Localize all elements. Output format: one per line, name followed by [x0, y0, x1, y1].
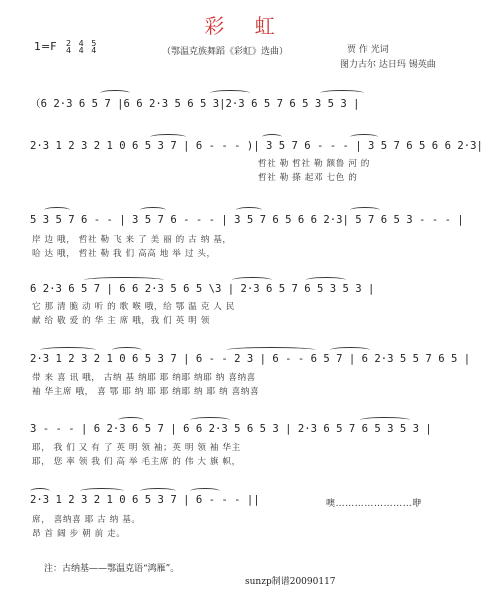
score-line-1: （6 2·3 6 5 7 |6 6 2·3 5 6 5 3|2·3 6 5 7 6 5 3 5 3 | — [30, 98, 360, 110]
lyric-3a: 岸 边 哦， 哲社 勒 飞 来 了 美 丽 的 古 纳 基， — [32, 235, 232, 245]
slur-arc — [350, 207, 380, 213]
lyric-5b: 袖 华主席 哦， 喜 鄂 耶 纳 耶 耶 纳耶 纳 耶 纳 喜纳喜 — [32, 387, 260, 397]
score-line-4: 6 2·3 6 5 7 | 6 6 2·3 5 6 5 \3 | 2·3 6 5 7 6 5 3 5 3 | — [30, 283, 375, 295]
slur-arc — [140, 207, 166, 213]
lyric-4b: 献 给 敬 爱 的 华 主 席 哦，我 们 英 明 领 — [32, 316, 210, 326]
slur-arc — [190, 417, 230, 423]
slur-arc — [360, 417, 410, 423]
score-line-7: 2·3 1 2 3 2 1 0 6 5 3 7 | 6 - - - || — [30, 494, 260, 506]
lyricist: 贾 作 光词 — [347, 45, 389, 55]
slur-arc — [190, 488, 220, 494]
slur-arc — [330, 347, 370, 353]
ending-text: 噢……………………咿 — [326, 499, 423, 509]
lyric-7b: 昂 首 阔 步 朝 前 走。 — [32, 529, 126, 539]
slur-arc — [118, 417, 144, 423]
slur-arc — [40, 347, 96, 353]
lyric-6b: 耶， 您 率 领 我 们 高 举 毛主席 的 伟 大 旗 帜， — [32, 457, 241, 467]
lyric-2a: 哲社 勒 哲社 勒 额鲁 河 的 — [258, 159, 370, 169]
slur-arc — [236, 207, 262, 213]
composer: 图力古尔 达日玛 锡英曲 — [340, 60, 436, 70]
footnote: 注：古纳基——鄂温克语“鸿雁”。 — [44, 564, 180, 574]
lyric-6a: 耶， 我 们 又 有 了 英 明 领 袖；英 明 领 袖 华主 — [32, 443, 241, 453]
slur-arc — [140, 488, 176, 494]
slur-arc — [232, 277, 272, 283]
lyric-5a: 带 来 喜 讯 哦， 古纳 基 纳耶 耶 纳耶 纳耶 纳 喜纳喜 — [32, 373, 256, 383]
key-signature — [34, 40, 96, 54]
slur-arc — [150, 134, 186, 140]
time-sig-2: 4 4 — [78, 39, 84, 55]
score-line-5: 2·3 1 2 3 2 1 0 6 5 3 7 | 6 - - 2 3 | 6 - - 6 5 7 | 6 2·3 5 5 7 6 5 | — [30, 353, 471, 365]
lyric-3b: 哈 达 哦， 哲社 勒 我 们 高高 地 举 过 头， — [32, 249, 216, 259]
lyric-2b: 哲社 勒 搽 起邓 七色 的 — [258, 173, 358, 183]
score-line-2: 2·3 1 2 3 2 1 0 6 5 3 7 | 6 - - - )| 3 5 7 6 - - - | 3 5 7 6 5 6 6 2·3| — [30, 140, 483, 152]
slur-arc — [44, 207, 70, 213]
slur-arc — [100, 90, 130, 96]
lyric-7a: 席， 喜纳喜 耶 古 纳 基。 — [32, 515, 141, 525]
slur-arc — [210, 90, 250, 96]
score-line-6: 3 - - - | 6 2·3 6 5 7 | 6 6 2·3 5 6 5 3 | 2·3 6 5 7 6 5 3 5 3 | — [30, 423, 432, 435]
time-sig-1: 2 4 — [66, 39, 72, 55]
page-title: 彩 虹 — [204, 14, 287, 38]
score-line-3: 5 3 5 7 6 - - | 3 5 7 6 - - - | 3 5 7 6 5 6 6 2·3| 5 7 6 5 3 - - - | — [30, 214, 464, 226]
slur-arc — [226, 347, 316, 353]
signature: sunzp制谱20090117 — [245, 577, 336, 587]
key-label: 1=F — [34, 40, 57, 53]
slur-arc — [84, 277, 164, 283]
slur-arc — [80, 488, 124, 494]
time-sig-3: 5 4 — [91, 39, 97, 55]
slur-arc — [320, 90, 364, 96]
slur-arc — [112, 347, 142, 353]
slur-arc — [306, 277, 346, 283]
source-text: （鄂温克族舞蹈《彩虹》选曲） — [162, 47, 289, 57]
slur-arc — [30, 488, 50, 494]
slur-arc — [262, 134, 282, 140]
lyric-4a: 它 那 清 脆 动 听 的 歌 喉 哦，给 鄂 温 克 人 民 — [32, 302, 235, 312]
slur-arc — [350, 134, 378, 140]
